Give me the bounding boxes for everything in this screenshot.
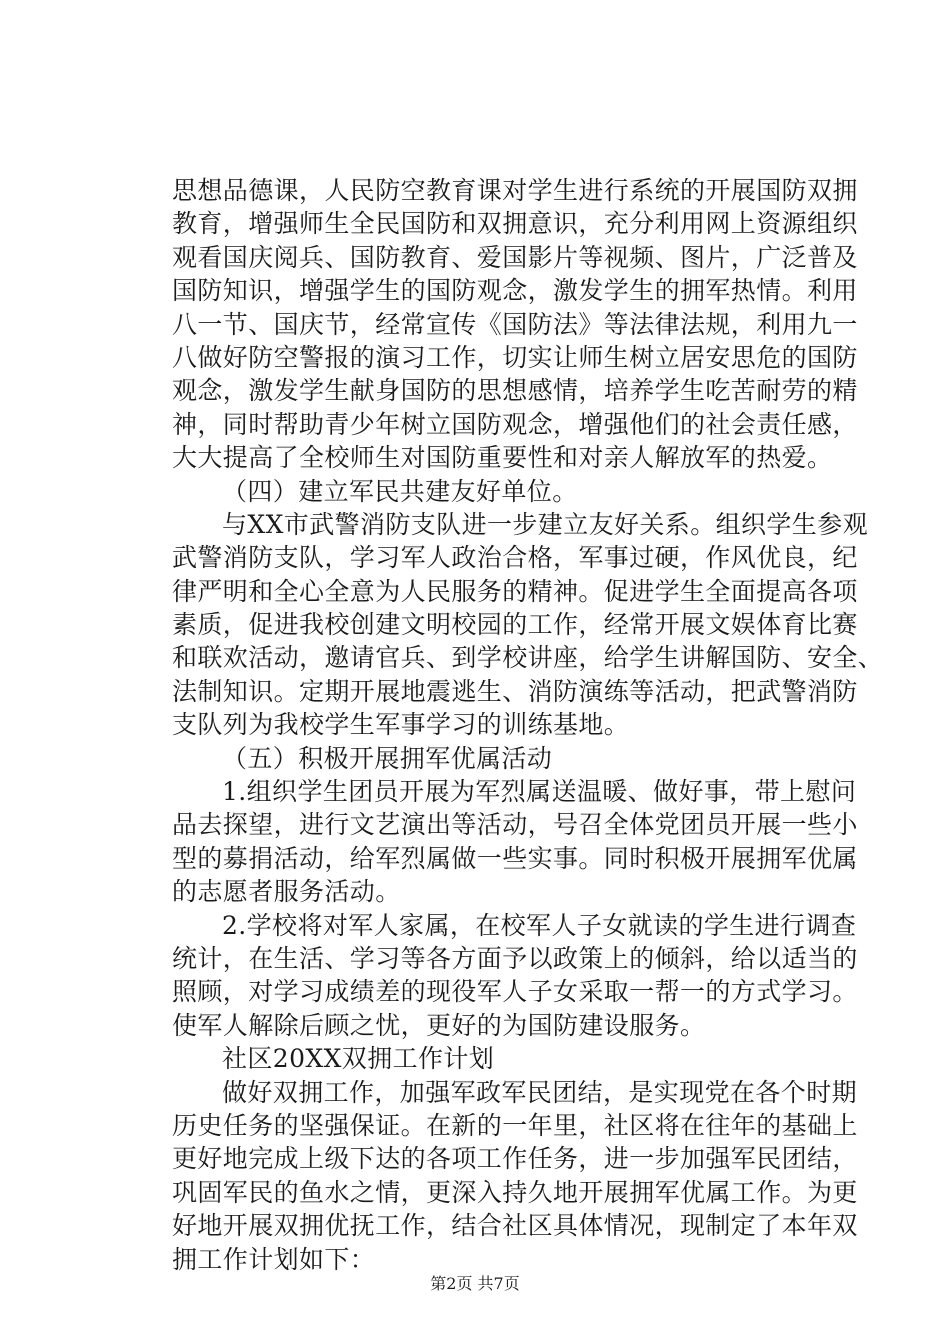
section-heading: （五）积极开展拥军优属活动 [222, 743, 553, 773]
section-heading: （四）建立军民共建友好单位。 [222, 476, 578, 506]
text-line: 支队列为我校学生军事学习的训练基地。 [172, 710, 630, 740]
text-line: 武警消防支队，学习军人政治合格，军事过硬，作风优良，纪 [172, 543, 858, 573]
text-line: 型的募捐活动，给军烈属做一些实事。同时积极开展拥军优属 [172, 843, 858, 873]
text-line: 国防知识，增强学生的国防观念，激发学生的拥军热情。利用 [172, 276, 858, 306]
text-line: 历史任务的坚强保证。在新的一年里，社区将在往年的基础上 [172, 1110, 858, 1140]
text-line: 和联欢活动，邀请官兵、到学校讲座，给学生讲解国防、安全、 [172, 643, 884, 673]
text-line: 巩固军民的鱼水之情，更深入持久地开展拥军优属工作。为更 [172, 1177, 858, 1207]
text-line: 拥工作计划如下： [172, 1244, 376, 1274]
text-line: 2.学校将对军人家属，在校军人子女就读的学生进行调查 [222, 910, 857, 940]
text-line: 观念，激发学生献身国防的思想感情，培养学生吃苦耐劳的精 [172, 376, 858, 406]
text-line: 使军人解除后顾之忧，更好的为国防建设服务。 [172, 1010, 706, 1040]
text-line: 神，同时帮助青少年树立国防观念，增强他们的社会责任感， [172, 409, 858, 439]
text-line: 品去探望，进行文艺演出等活动，号召全体党团员开展一些小 [172, 810, 858, 840]
document-body [172, 174, 884, 1276]
text-line: 大大提高了全校师生对国防重要性和对亲人解放军的热爱。 [172, 443, 833, 473]
text-line: 法制知识。定期开展地震逃生、消防演练等活动，把武警消防 [172, 676, 858, 706]
text-line: 统计，在生活、学习等各方面予以政策上的倾斜，给以适当的 [172, 943, 858, 973]
text-line: 的志愿者服务活动。 [172, 877, 401, 907]
text-line: 1.组织学生团员开展为军烈属送温暖、做好事，带上慰问 [222, 777, 857, 807]
text-line: 八一节、国庆节，经常宣传《国防法》等法律法规，利用九一 [172, 309, 858, 339]
text-line: 八做好防空警报的演习工作，切实让师生树立居安思危的国防 [172, 342, 858, 372]
text-line: 更好地完成上级下达的各项工作任务，进一步加强军民团结， [172, 1144, 858, 1174]
text-line: 好地开展双拥优抚工作，结合社区具体情况，现制定了本年双 [172, 1211, 858, 1241]
text-line: 素质，促进我校创建文明校园的工作，经常开展文娱体育比赛 [172, 610, 858, 640]
text-line: 照顾，对学习成绩差的现役军人子女采取一帮一的方式学习。 [172, 977, 858, 1007]
text-line: 教育，增强师生全民国防和双拥意识，充分利用网上资源组织 [172, 209, 858, 239]
text-line: 律严明和全心全意为人民服务的精神。促进学生全面提高各项 [172, 576, 858, 606]
text-line: 与XX市武警消防支队进一步建立友好关系。组织学生参观 [222, 509, 868, 539]
text-line: 观看国庆阅兵、国防教育、爱国影片等视频、图片，广泛普及 [172, 242, 858, 272]
page-number: 第2页 共7页 [430, 1274, 520, 1293]
text-line: 做好双拥工作，加强军政军民团结，是实现党在各个时期 [222, 1077, 858, 1107]
document-title: 社区20XX双拥工作计划 [222, 1044, 495, 1074]
text-line: 思想品德课，人民防空教育课对学生进行系统的开展国防双拥 [172, 176, 858, 205]
